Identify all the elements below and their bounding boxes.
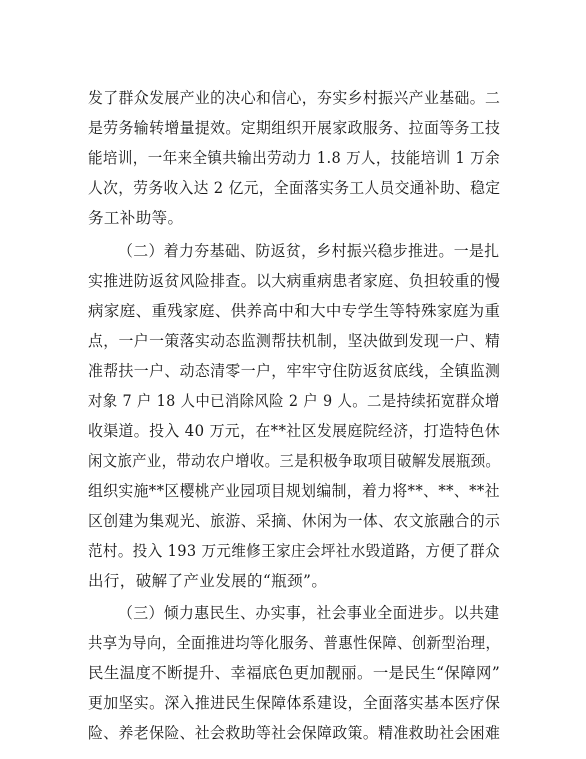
text-line: 收渠道。投入 40 万元，在**社区发展庭院经济，打造特色休	[88, 422, 501, 440]
text-line: 闲文旅产业，带动农户增收。三是积极争取项目破解发展瓶颈。	[88, 452, 501, 470]
text-line: 组织实施**区樱桃产业园项目规划编制，着力将**、**、**社	[88, 482, 500, 500]
text-line: 出行，破解了产业发展的“瓶颈”。	[88, 572, 328, 590]
text-line: 务工补助等。	[88, 209, 184, 227]
text-line: 更加坚实。深入推进民生保障体系建设，全面落实基本医疗保	[88, 694, 501, 712]
text-line: 是劳务输转增量提效。定期组织开展家政服务、拉面等务工技	[88, 119, 501, 137]
text-line: 发了群众发展产业的决心和信心，夯实乡村振兴产业基础。二	[88, 89, 501, 107]
text-line: 区创建为集观光、旅游、采摘、休闲为一体、农文旅融合的示	[88, 512, 501, 530]
text-line: 实推进防返贫风险排查。以大病重病患者家庭、负担较重的慢	[88, 272, 501, 290]
text-line: 范村。投入 193 万元维修王家庄会坪社水毁道路，方便了群众	[88, 542, 500, 560]
text-line: 能培训，一年来全镇共输出劳动力 1.8 万人，技能培训 1 万余	[88, 149, 501, 167]
text-line: 险、养老保险、社会救助等社会保障政策。精准救助社会困难	[88, 724, 501, 742]
text-line: 点，一户一策落实动态监测帮扶机制，坚决做到发现一户、精	[88, 332, 501, 350]
text-line: 病家庭、重残家庭、供养高中和大中专学生等特殊家庭为重	[88, 302, 501, 320]
text-line: （二）着力夯基础、防返贫，乡村振兴稳步推进。一是扎	[118, 242, 500, 260]
text-line: 共享为导向，全面推进均等化服务、普惠性保障、创新型治理，	[88, 634, 501, 652]
text-line: 人次，劳务收入达 2 亿元，全面落实务工人员交通补助、稳定	[88, 179, 501, 197]
text-line: 准帮扶一户、动态清零一户，牢牢守住防返贫底线，全镇监测	[88, 362, 501, 380]
text-line: （三）倾力惠民生、办实事，社会事业全面进步。以共建	[118, 604, 500, 622]
text-line: 民生温度不断提升、幸福底色更加靓丽。一是民生“保障网”	[88, 664, 501, 682]
text-line: 对象 7 户 18 人中已消除风险 2 户 9 人。二是持续拓宽群众增	[88, 392, 500, 410]
